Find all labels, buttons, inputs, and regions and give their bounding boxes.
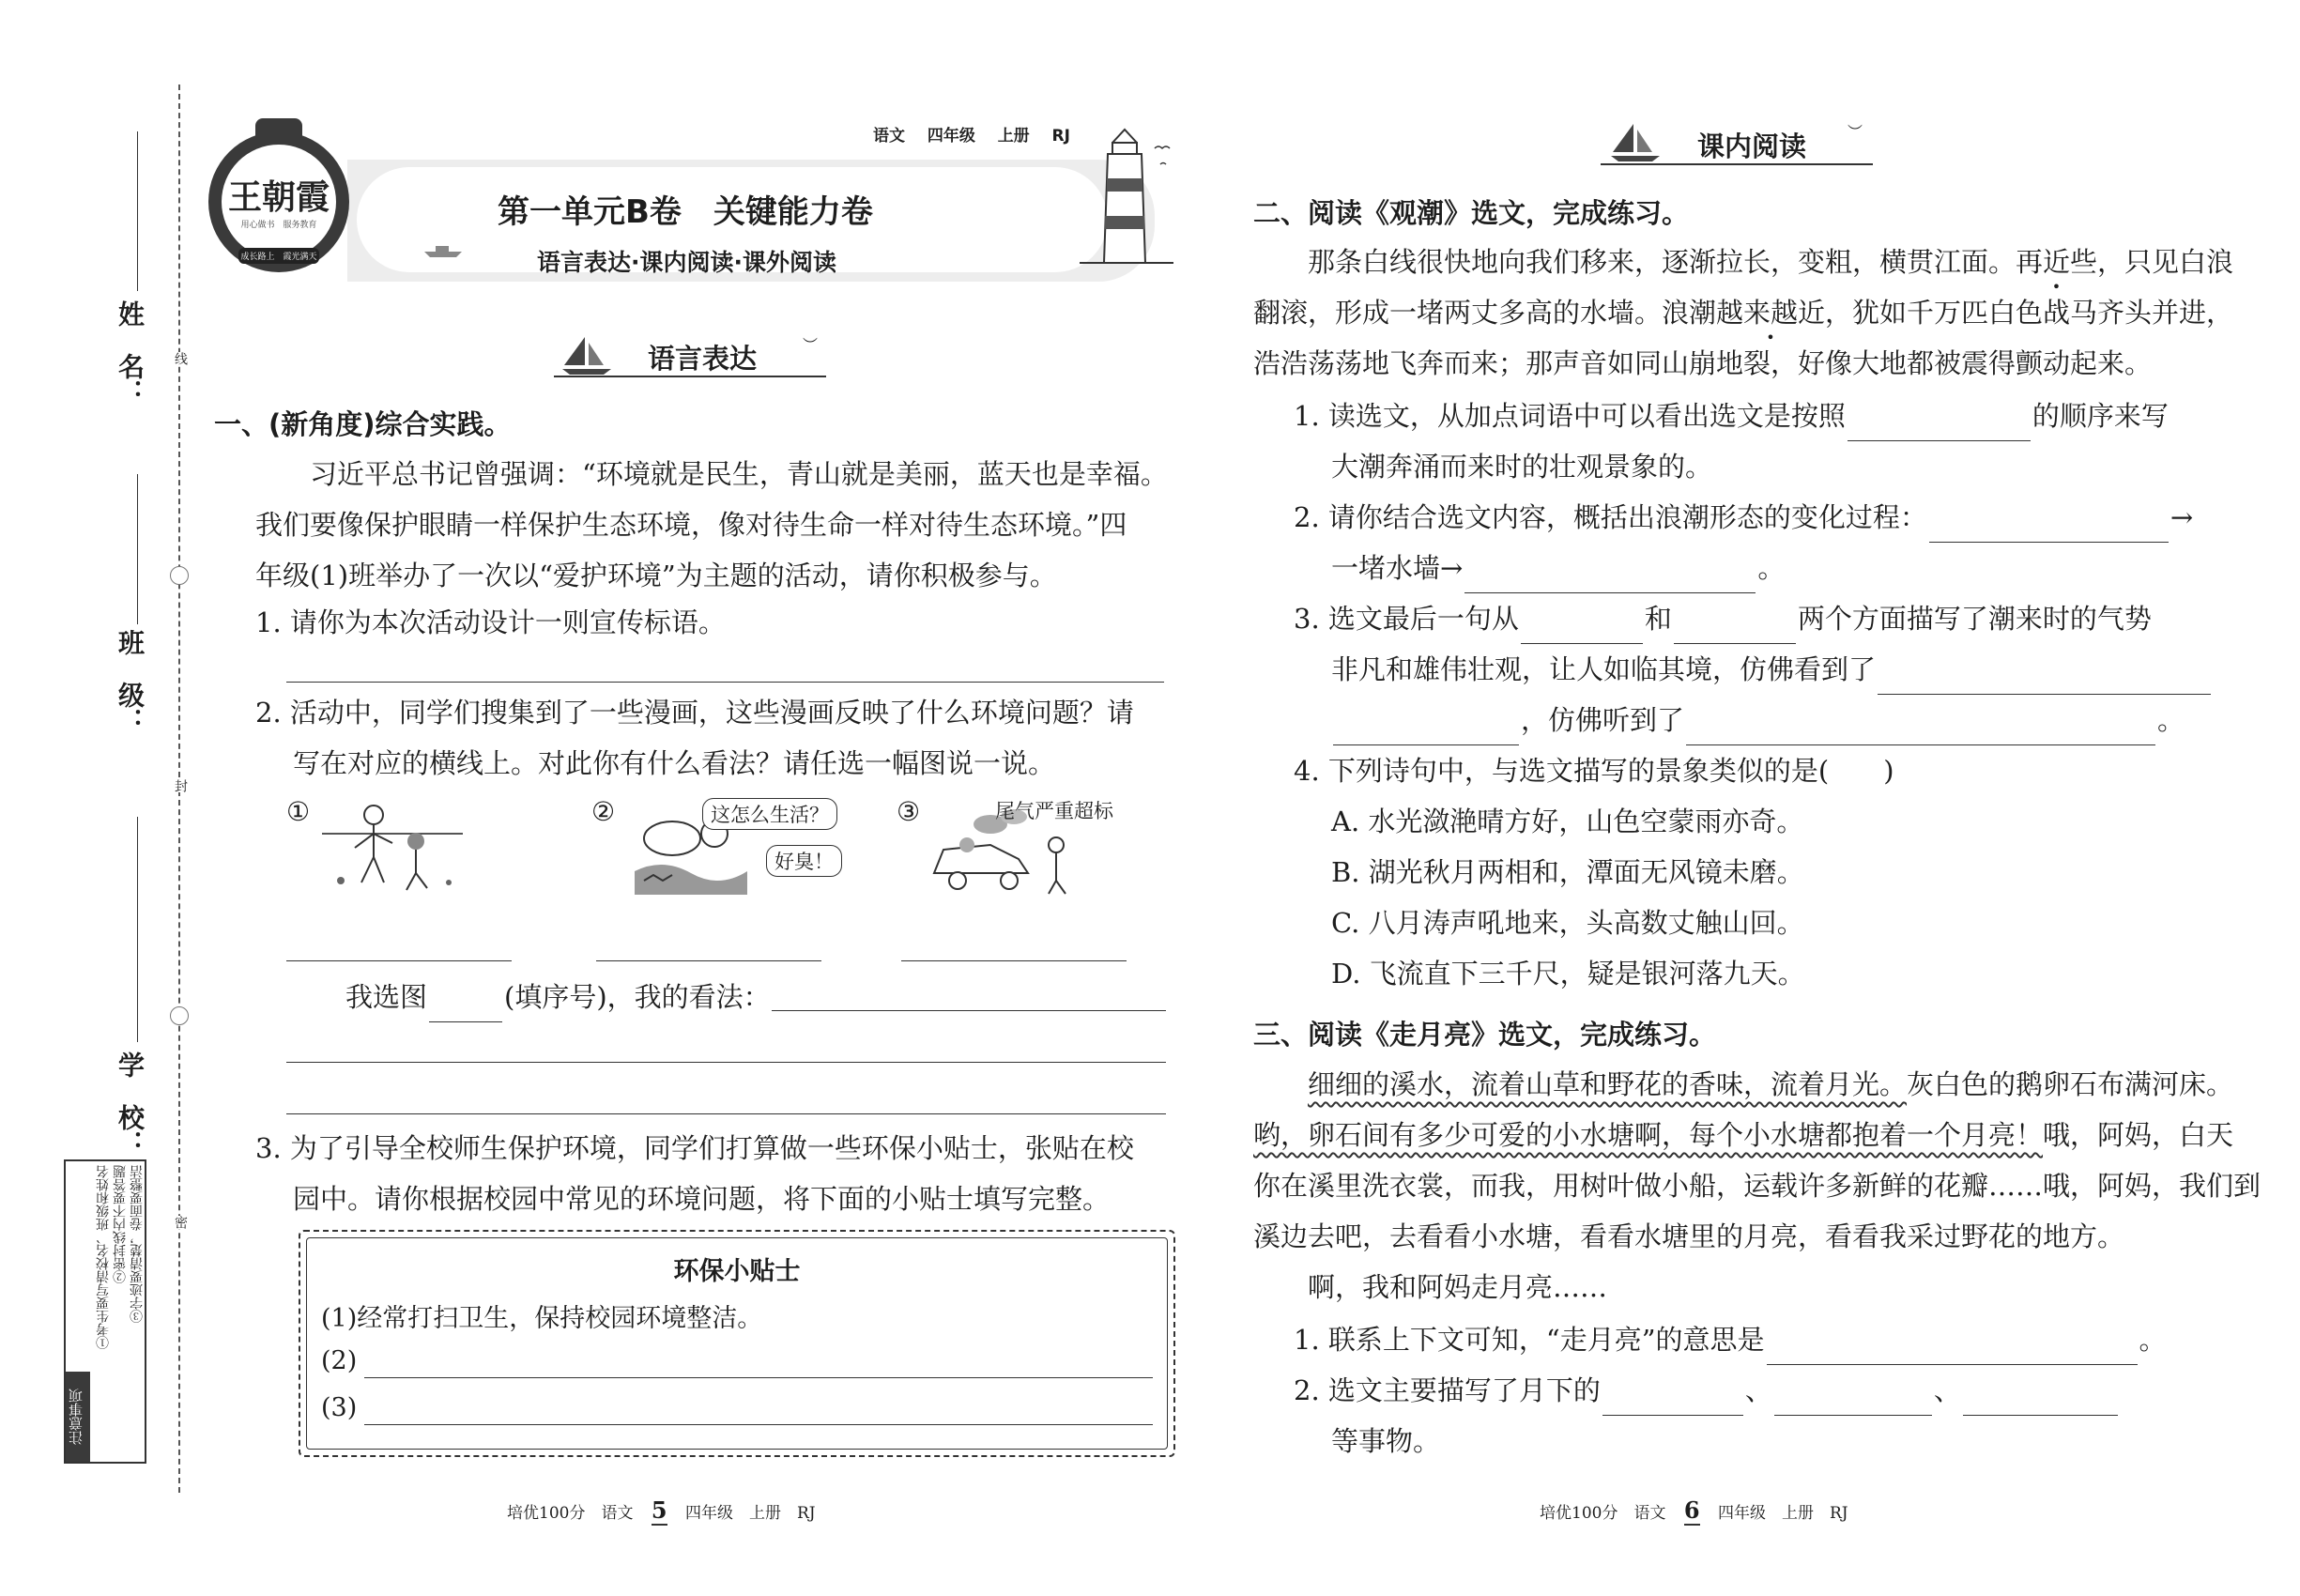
option-d[interactable]: D. 飞流直下三千尺，疑是银河落九天。 (1331, 958, 1805, 990)
q2-1-blank[interactable] (1848, 412, 2031, 441)
comic-image-litter (322, 796, 463, 895)
page-number: 5 (651, 1496, 667, 1524)
option-c[interactable]: C. 八月涛声吼地来，头高数丈触山回。 (1331, 907, 1804, 939)
q2-1: 1. 读选文，从加点词语中可以看出选文是按照 的顺序来写 (1294, 391, 2169, 441)
comic-3 (897, 796, 1178, 899)
logo (208, 131, 349, 272)
footer-brand: 培优100分 语文 (507, 1504, 634, 1523)
comic-number: ① (286, 796, 311, 827)
section-label-reading: 课内阅读 (1697, 130, 1807, 162)
answer-line[interactable] (286, 682, 1164, 683)
q3-title: 三、阅读《走月亮》选文，完成练习。 (1253, 1019, 1717, 1051)
q2-title: 二、阅读《观潮》选文，完成练习。 (1253, 197, 1690, 229)
option-b[interactable]: B. 湖光秋月两相和，潭面无风镜未磨。 (1331, 856, 1804, 888)
speech-bubble: 这怎么生活？ (702, 798, 837, 830)
choose-line: 我选图 (填序号)，我的看法： (345, 972, 771, 1022)
tips-answer-line[interactable] (364, 1424, 1153, 1425)
comic-caption: 尾气严重超标 (995, 800, 1113, 822)
meta-term: 上册 (997, 127, 1030, 146)
q3-1-blank[interactable] (1767, 1336, 2138, 1365)
school-label: 学 校： (115, 1051, 146, 1157)
page-subtitle: 语言表达·课内阅读·课外阅读 (537, 249, 836, 276)
q3-2: 2. 选文主要描写了月下的 、 、 (1294, 1365, 2120, 1416)
footer-brand: 培优100分 语文 (1540, 1504, 1666, 1523)
q1-3: 3. 为了引导全校师生保护环境，同学们打算做一些环保小贴士，张贴在校 园中。请你根据校园中常见的环境问题，将下面的小贴士填写完整。 (255, 1132, 1134, 1215)
tips-box (299, 1230, 1175, 1457)
meta-edition: RJ (1051, 127, 1070, 146)
q3-passage: 细细的溪水，流着山草和野花的香味，流着月光。灰白色的鹅卵石布满河床。 哟，卵石间有多少可爱的小水塘啊，每个小水塘都抱着一个月亮！哦，阿妈，白天 你在溪里洗衣裳，而我，用树叶做小船，运载许多新鲜的花瓣……哦，阿妈，我们到 溪边去吧，去看看小水塘，看看水塘里的月亮，看看我采过野花的地方。 啊，我和阿妈走月亮…… (1253, 1068, 2262, 1303)
section-underline (554, 376, 826, 377)
section-label-language: 语言表达 (648, 343, 758, 375)
q2-3-blank[interactable] (1878, 666, 2211, 695)
binding-strip (56, 84, 197, 1512)
comic-3-answer-line[interactable] (901, 960, 1127, 961)
ship-icon (422, 240, 464, 259)
q1-1: 1. 请你为本次活动设计一则宣传标语。 (255, 606, 726, 638)
q2-2-blank[interactable] (1929, 514, 2169, 543)
dotted-word: 再近些 (2016, 246, 2098, 278)
page-title: 第一单元B卷 关键能力卷 (498, 193, 873, 231)
cut-mark: 线 (173, 352, 188, 365)
school-field[interactable] (137, 817, 138, 1042)
logo-crown-icon (255, 118, 302, 145)
option-a[interactable]: A. 水光潋滟晴方好，山色空蒙雨亦奇。 (1331, 806, 1804, 837)
comic-number: ③ (897, 796, 921, 827)
comic-1 (286, 796, 465, 895)
comic-1-answer-line[interactable] (286, 960, 512, 961)
name-field[interactable] (137, 131, 138, 291)
footer-left (507, 1496, 816, 1526)
q2-2: 2. 请你结合选文内容，概括出浪潮形态的变化过程： → (1294, 492, 2193, 543)
cut-mark: 封 (173, 779, 188, 792)
sailboat-icon (559, 333, 615, 376)
meta-grade: 四年级 (927, 127, 975, 146)
q2-3-blank[interactable] (1521, 615, 1643, 644)
q2-3-blank[interactable] (1333, 716, 1519, 745)
q3-2-blank[interactable] (1774, 1387, 1932, 1416)
q2-2-blank[interactable] (1464, 564, 1756, 593)
section-underline (1601, 163, 1873, 165)
q1-title: 一、(新角度)综合实践。 (214, 408, 512, 440)
binding-hole (170, 1006, 189, 1025)
tips-item: (1)经常打扫卫生，保持校园环境整洁。 (321, 1304, 763, 1333)
q2-1-cont: 大潮奔涌而来时的壮观景象的。 (1331, 451, 1713, 483)
tips-title: 环保小贴士 (673, 1257, 801, 1286)
q2-3-cont2: ，仿佛听到了 。 (1331, 695, 2185, 745)
cut-mark: 密 (173, 1216, 188, 1229)
q2-4: 4. 下列诗句中，与选文描写的景象类似的是( ) (1294, 755, 1894, 787)
opinion-line[interactable] (286, 1062, 1166, 1063)
q2-3-blank[interactable] (1674, 615, 1796, 644)
lighthouse-icon (1080, 122, 1183, 272)
sailboat-icon (1607, 120, 1664, 163)
comic-2 (591, 796, 845, 899)
footer-right (1540, 1496, 1848, 1526)
tips-answer-line[interactable] (364, 1377, 1153, 1378)
meta-subject: 语文 (873, 127, 905, 146)
footer-info: 四年级 上册 RJ (684, 1504, 816, 1523)
q2-3: 3. 选文最后一句从 和 两个方面描写了潮来时的气势 (1294, 593, 2152, 644)
header-meta (873, 122, 1070, 146)
speech-bubble: 好臭！ (766, 845, 842, 877)
choose-blank[interactable] (429, 993, 502, 1022)
q1-2: 2. 活动中，同学们搜集到了一些漫画，这些漫画反映了什么环境问题？请 写在对应的横线上。对此你有什么看法？请任选一幅图说一说。 (255, 697, 1134, 779)
opinion-line[interactable] (772, 1010, 1166, 1011)
page-number: 6 (1683, 1496, 1700, 1524)
notice-item: ②密封线内不要答题 (113, 1165, 128, 1283)
logo-text: 王朝霞 (227, 177, 330, 217)
q1-intro (255, 449, 1175, 601)
notice-item: ①考生要写清校名、班级和姓名 (96, 1165, 111, 1349)
q2-passage: 那条白线很快地向我们移来，逐渐拉长，变粗，横贯江面。再近些，只见白浪 翻滚，形成一堵两丈多高的水墙。浪潮越来越近，犹如千万匹白色战马齐头并进， 浩浩荡荡地飞奔而来；那声音如同山崩地裂，好像大地都被震得颤动起来。 (1253, 246, 2234, 379)
q1-intro-line: 习近平总书记曾强调：“环境就是民生，青山就是美丽，蓝天也是幸福。 (310, 458, 1168, 490)
wavy-underlined-text: 哟，卵石间有多少可爱的小水塘啊，每个小水塘都抱着一个月亮！ (1253, 1119, 2044, 1151)
q2-4-options (1331, 796, 1805, 999)
dotted-word: 越来越近 (1716, 297, 1826, 329)
notice-box (64, 1159, 146, 1464)
bird-icon: ︶ (803, 336, 819, 354)
name-label: 姓 名： (115, 300, 146, 406)
notice-item: ③字迹要清楚，卷面要整洁 (130, 1165, 145, 1323)
footer-info: 四年级 上册 RJ (1717, 1504, 1848, 1523)
q1-intro-line: 年级(1)班举办了一次以“爱护环境”为主题的活动，请你积极参与。 (255, 560, 1057, 591)
comic-2-answer-line[interactable] (596, 960, 821, 961)
logo-tagline: 用心做书 服务教育 (240, 221, 317, 230)
binding-hole (170, 566, 189, 585)
comic-number: ② (591, 796, 616, 827)
notice-title: 注意事项 (66, 1372, 90, 1462)
class-field[interactable] (137, 474, 138, 624)
tips-item: (2) (321, 1346, 358, 1375)
q1-intro-line: 我们要像保护眼睛一样保护生态环境，像对待生命一样对待生态环境。”四 (255, 509, 1127, 541)
q3-2-blank[interactable] (1602, 1387, 1743, 1416)
q2-3-blank[interactable] (1686, 716, 2155, 745)
tips-item: (3) (321, 1393, 358, 1422)
q3-2-blank[interactable] (1963, 1387, 2118, 1416)
class-label: 班 级： (115, 629, 146, 734)
q2-3-cont: 非凡和雄伟壮观，让人如临其境，仿佛看到了 (1331, 644, 2213, 695)
wavy-underlined-text: 细细的溪水，流着山草和野花的香味，流着月光。 (1308, 1068, 1908, 1100)
logo-ribbon: 成长路上 霞光满天 (238, 248, 319, 264)
bird-icon: ︶ (1848, 123, 1863, 141)
q2-2-cont: 一堵水墙→ 。 (1331, 543, 1785, 593)
q3-2-cont: 等事物。 (1331, 1425, 1441, 1457)
opinion-line[interactable] (286, 1113, 1166, 1114)
q3-1: 1. 联系上下文可知，“走月亮”的意思是 。 (1294, 1314, 2167, 1365)
